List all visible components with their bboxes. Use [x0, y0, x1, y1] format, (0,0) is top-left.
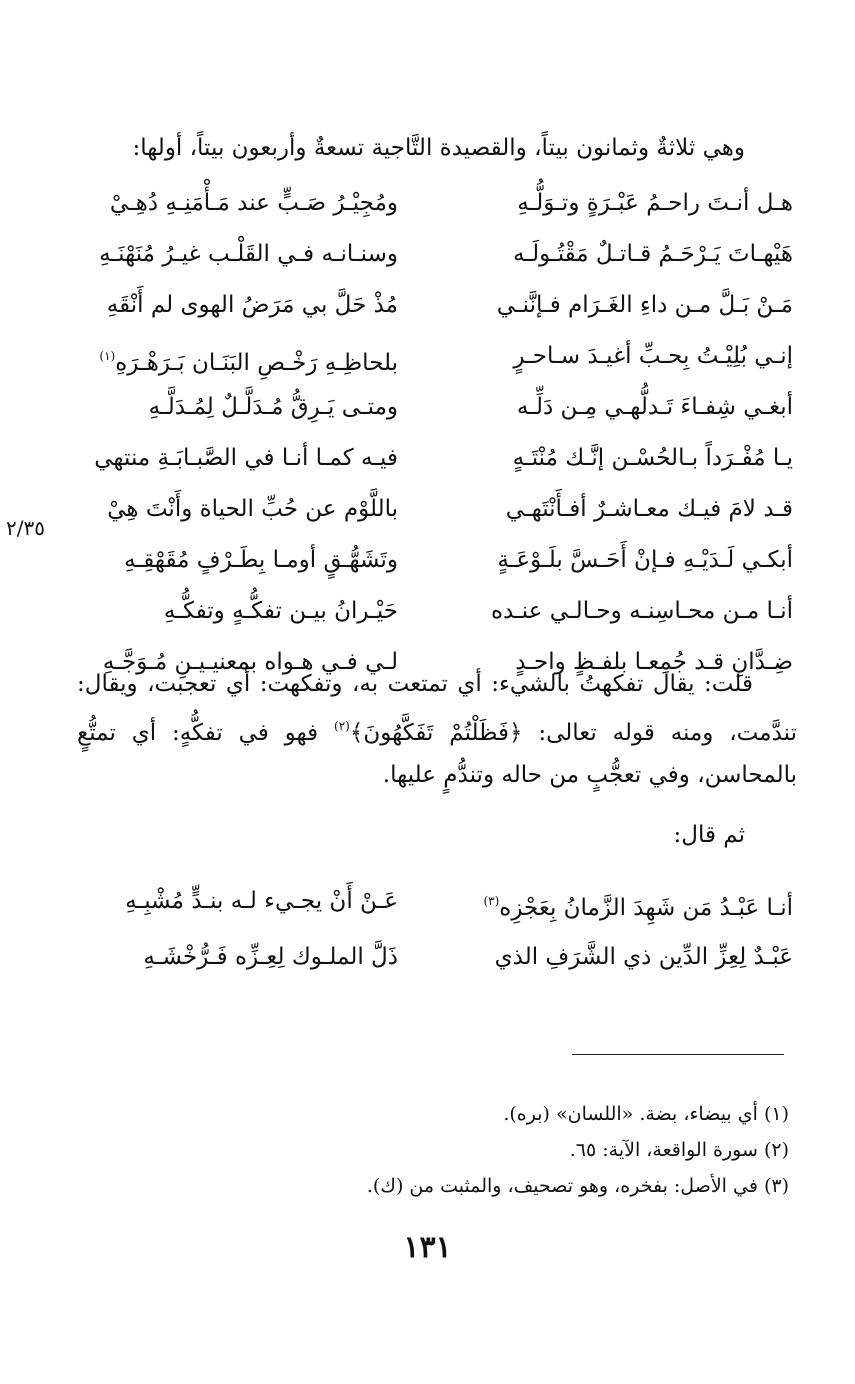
margin-reference: ٢/٣٥ — [6, 516, 45, 540]
verse-row — [73, 876, 793, 932]
commentary — [77, 663, 797, 796]
verse-row — [73, 382, 793, 433]
second-hemistich: حَيْـرانُ بيـن تفكُّـهٍ وتفكُّـهِ — [163, 598, 398, 624]
verse-row — [73, 280, 793, 331]
footnote-divider — [572, 1054, 784, 1055]
first-hemistich: قـد لامَ فيـك معـاشـرٌ أفـأَنْتَهـي — [505, 496, 793, 522]
verse-row — [73, 535, 793, 586]
commentary-text: قلت: يقال تفكهتُ بالشيء: أي تمتعت به، وتفكهت: أي تعجبت، ويقال: تندَّمت، ومنه قوله تعالى: ﴿فَظَلْتُمْ تَفَكَّهُونَ﴾ — [77, 671, 797, 746]
first-hemistich: إنـي بُلِيْـتُ بِحـبِّ أغيـدَ سـاحـرٍ — [513, 343, 793, 369]
second-hemistich: عَـنْ أَنْ يجـيء لـه بنـدٍّ مُشْبِـهِ — [125, 888, 398, 914]
second-hemistich: ومُجِيْـرُ صَـبٍّ عند مَـأْمَنِـهِ دُهِـيْ — [109, 190, 398, 216]
verse-row — [73, 433, 793, 484]
verse-row — [73, 331, 793, 382]
first-hemistich: أنـا مـن محـاسِنـه وحـالـي عنـده — [490, 598, 793, 624]
second-hemistich: ومتـى يَـرِقُّ مُـدَلَّـلٌ لِمُـدَلَّـهِ — [148, 394, 398, 420]
first-hemistich: مَـنْ بَـلَّ مـن داءِ الغَـرَام فـإنَّنـي — [496, 292, 793, 318]
footnote-marker: (٢) — [334, 719, 350, 733]
first-hemistich: هَيْهـاتَ يَـرْحَـمُ قـاتـلٌ مَقْتُـولَـه — [513, 241, 793, 267]
first-hemistich — [433, 876, 793, 934]
second-hemistich: باللَّوْم عن حُبِّ الحياة وأَنْتَ هِيْ — [107, 496, 398, 522]
poem-second — [73, 876, 793, 988]
footnotes — [69, 1096, 789, 1204]
verse-row — [73, 229, 793, 280]
second-hemistich: فيـه كمـا أنـا في الصَّبـابَـةِ منتهي — [94, 445, 398, 471]
first-hemistich: يـا مُفْـرَداً بـالحُسْـن إنَّـك مُنْتَـهٍ — [512, 445, 793, 471]
verse-row — [73, 932, 793, 988]
first-hemistich: ضِـدَّانِ قـد جُمِعـا بلفـظٍ واحـدٍ — [515, 649, 793, 675]
intro-line: وهي ثلاثةٌ وثمانون بيتاً، والقصيدة التَّاجية تسعةٌ وأربعون بيتاً، أولها: — [132, 135, 745, 161]
first-hemistich: أبكـي لَـدَيْـهِ فـإنْ أَحَـسَّ بلَـوْعَـةٍ — [497, 547, 793, 573]
footnote-3: (٣) في الأصل: بفخره، وهو تصحيف، والمثبت من (ك). — [366, 1175, 789, 1197]
verse-row — [73, 484, 793, 535]
verse-row — [73, 178, 793, 229]
verse-row — [73, 586, 793, 637]
footnote-1: (١) أي بيضاء، بضة. «اللسان» (بره). — [503, 1103, 789, 1125]
second-hemistich: لـي فـي هـواه بمعنيـيـنِ مُـوَجَّـهِ — [102, 649, 398, 675]
second-hemistich — [88, 331, 398, 389]
poem-first — [73, 178, 793, 688]
first-hemistich: أبغـي شِفـاءَ تَـدلُّهـي مِـن دَلِّـه — [516, 394, 793, 420]
commentary-paragraph — [77, 663, 797, 796]
then-said: ثم قال: — [673, 822, 745, 848]
commentary-text-end: فهو في تفكُّهٍ: أي تمتُّعٍ بالمحاسن، وفي تعجُّبٍ من حاله وتندُّمٍ عليها. — [77, 720, 797, 788]
second-hemistich: وتَشَهُّـقٍ أومـا بِطَـرْفٍ مُقَهْقِـهِ — [124, 547, 398, 573]
footnote-2: (٢) سورة الواقعة، الآية: ٦٥. — [569, 1139, 789, 1161]
page-number: ١٣١ — [403, 1230, 452, 1265]
second-hemistich: ذَلَّ الملـوك لِعِـزِّه فَـرُّخْشَـهِ — [143, 944, 398, 970]
footnote-marker: (١) — [99, 349, 116, 363]
hemistich-text: أنـا عَبْـدُ مَن شَهِدَ الزَّمانُ بِعَجْزِه — [499, 895, 793, 921]
second-hemistich: مُذْ حَلَّ بي مَرَضُ الهوى لم أَنْقَهِ — [106, 292, 398, 318]
first-hemistich: عَبْـدٌ لِعِزِّ الدِّين ذي الشَّرَفِ الذي — [494, 944, 793, 970]
footnote-marker: (٣) — [483, 894, 500, 908]
second-hemistich: وسنـانـه فـي القَلْـب غيـرُ مُنَهْنَـهِ — [99, 241, 398, 267]
first-hemistich: هـل أنـتَ راحـمُ عَبْـرَةٍ وتـوَلُّـهِ — [517, 190, 793, 216]
hemistich-text: بلحاظِـهِ رَخْـصِ البَنَـان بَـرَهْـرَهِ — [115, 350, 398, 376]
